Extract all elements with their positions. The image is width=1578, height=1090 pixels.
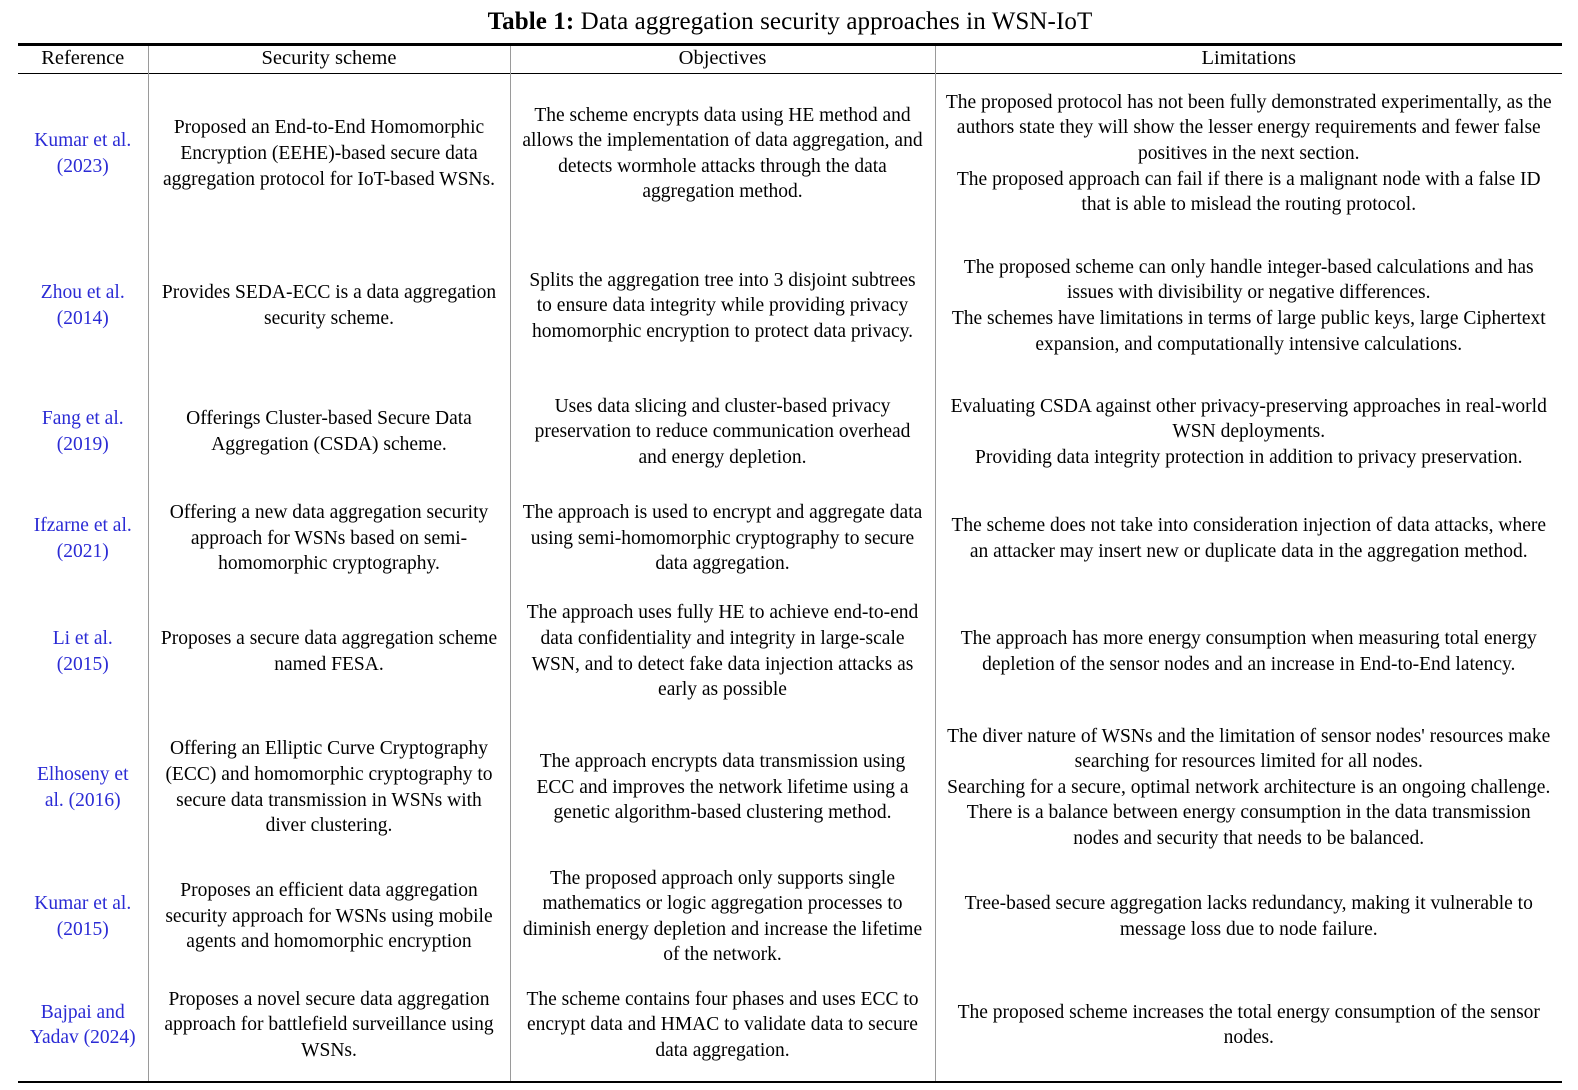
limitation-item: The approach has more energy consumption when measuring total energy depletion of the sensor nodes and an increase in End-to-End latency. — [960, 627, 1537, 675]
limitations-cell — [935, 864, 1562, 970]
table-caption — [18, 8, 1562, 36]
reference-citation-link[interactable]: Fang et al. (2019) — [41, 408, 124, 455]
limitations-cell — [935, 379, 1562, 486]
limitations-cell — [935, 712, 1562, 864]
table-row — [18, 864, 1562, 970]
column-header-reference: Reference — [41, 47, 125, 69]
table-row — [18, 234, 1562, 379]
security-scheme-cell: Proposes an efficient data aggregation security approach for WSNs using mobile agents and homomorphic encryption — [148, 864, 510, 970]
security-scheme-cell: Proposed an End-to-End Homomorphic Encryption (EEHE)-based secure data aggregation protocol for IoT-based WSNs. — [148, 74, 510, 234]
table-row — [18, 486, 1562, 592]
objectives-cell: The approach encrypts data transmission using ECC and improves the network lifetime using a genetic algorithm-based clustering method. — [510, 712, 935, 864]
data-aggregation-table — [18, 43, 1562, 1083]
limitation-item: The proposed protocol has not been fully demonstrated experimentally, as the authors state they will show the lesser energy requirements and fewer false positives in the next section. — [945, 91, 1552, 164]
reference-citation-link[interactable]: Elhoseny et al. (2016) — [36, 763, 129, 811]
limitation-item: Searching for a secure, optimal network architecture is an ongoing challenge. — [947, 776, 1551, 798]
limitation-item: Tree-based secure aggregation lacks redundancy, making it vulnerable to message loss due to node failure. — [964, 893, 1533, 940]
limitations-cell — [935, 592, 1562, 712]
reference-citation-link[interactable]: Ifzarne et al. (2021) — [33, 514, 132, 562]
table-row — [18, 74, 1562, 234]
security-scheme-cell: Proposes a secure data aggregation scheme named FESA. — [148, 592, 510, 712]
objectives-cell: Uses data slicing and cluster-based privacy preservation to reduce communication overhead and energy depletion. — [510, 379, 935, 486]
objectives-cell: The scheme contains four phases and uses ECC to encrypt data and HMAC to validate data to secure data aggregation. — [510, 970, 935, 1082]
objectives-cell: The scheme encrypts data using HE method and allows the implementation of data aggregation, and detects wormhole attacks through the data aggregation method. — [510, 74, 935, 234]
limitations-cell — [935, 234, 1562, 379]
limitations-cell — [935, 970, 1562, 1082]
column-header-limitations: Limitations — [935, 45, 1562, 74]
limitation-item: The proposed scheme can only handle integer-based calculations and has issues with divisibility or negative differences. — [963, 256, 1534, 304]
objectives-cell: The approach is used to encrypt and aggregate data using semi-homomorphic cryptography to secure data aggregation. — [510, 486, 935, 592]
reference-citation-link[interactable]: Bajpai and Yadav (2024) — [29, 1001, 136, 1049]
table-row — [18, 592, 1562, 712]
limitation-item: The scheme does not take into consideration injection of data attacks, where an attacker may insert new or duplicate data in the aggregation method. — [951, 514, 1547, 562]
security-scheme-cell: Provides SEDA-ECC is a data aggregation security scheme. — [148, 234, 510, 379]
limitation-item: The proposed scheme increases the total energy consumption of the sensor nodes. — [957, 1001, 1540, 1049]
header-row — [18, 45, 1562, 74]
security-scheme-cell: Offering a new data aggregation security approach for WSNs based on semi-homomorphic cryptography. — [148, 486, 510, 592]
limitation-item: There is a balance between energy consumption in the data transmission nodes and security that needs to be balanced. — [966, 802, 1531, 849]
limitations-cell — [935, 486, 1562, 592]
table-caption-text: Data aggregation security approaches in WSN-IoT — [574, 8, 1093, 35]
table-caption-label: Table 1: — [487, 8, 575, 35]
table-row — [18, 379, 1562, 486]
limitation-item: The diver nature of WSNs and the limitation of sensor nodes' resources make searching for resources limited for all nodes. — [947, 725, 1551, 773]
column-header-objectives: Objectives — [510, 45, 935, 74]
limitation-item: The schemes have limitations in terms of large public keys, large Ciphertext expansion, and computationally intensive calculations. — [951, 308, 1546, 355]
limitations-cell — [935, 74, 1562, 234]
reference-citation-link[interactable]: Kumar et al. (2015) — [34, 893, 132, 940]
reference-citation-link[interactable]: Li et al. (2015) — [52, 627, 113, 675]
security-scheme-cell: Proposes a novel secure data aggregation approach for battlefield surveillance using WSNs. — [148, 970, 510, 1082]
reference-citation-link[interactable]: Zhou et al. (2014) — [40, 282, 125, 329]
limitation-item: The proposed approach can fail if there is a malignant node with a false ID that is able to mislead the routing protocol. — [956, 168, 1541, 216]
limitation-item: Providing data integrity protection in addition to privacy preservation. — [975, 446, 1523, 468]
security-scheme-cell: Offerings Cluster-based Secure Data Aggregation (CSDA) scheme. — [148, 379, 510, 486]
objectives-cell: The approach uses fully HE to achieve end-to-end data confidentiality and integrity in large-scale WSN, and to detect fake data injection attacks as early as possible — [510, 592, 935, 712]
table-row — [18, 970, 1562, 1082]
column-header-security-scheme: Security scheme — [148, 45, 510, 74]
limitation-item: Evaluating CSDA against other privacy-preserving approaches in real-world WSN deployments. — [950, 395, 1547, 443]
security-scheme-cell: Offering an Elliptic Curve Cryptography (ECC) and homomorphic cryptography to secure data transmission in WSNs with diver clustering. — [148, 712, 510, 864]
reference-citation-link[interactable]: Kumar et al. (2023) — [34, 130, 132, 177]
objectives-cell: Splits the aggregation tree into 3 disjoint subtrees to ensure data integrity while providing privacy homomorphic encryption to protect data privacy. — [510, 234, 935, 379]
objectives-cell: The proposed approach only supports single mathematics or logic aggregation processes to diminish energy depletion and increase the lifetime of the network. — [510, 864, 935, 970]
table-row — [18, 712, 1562, 864]
